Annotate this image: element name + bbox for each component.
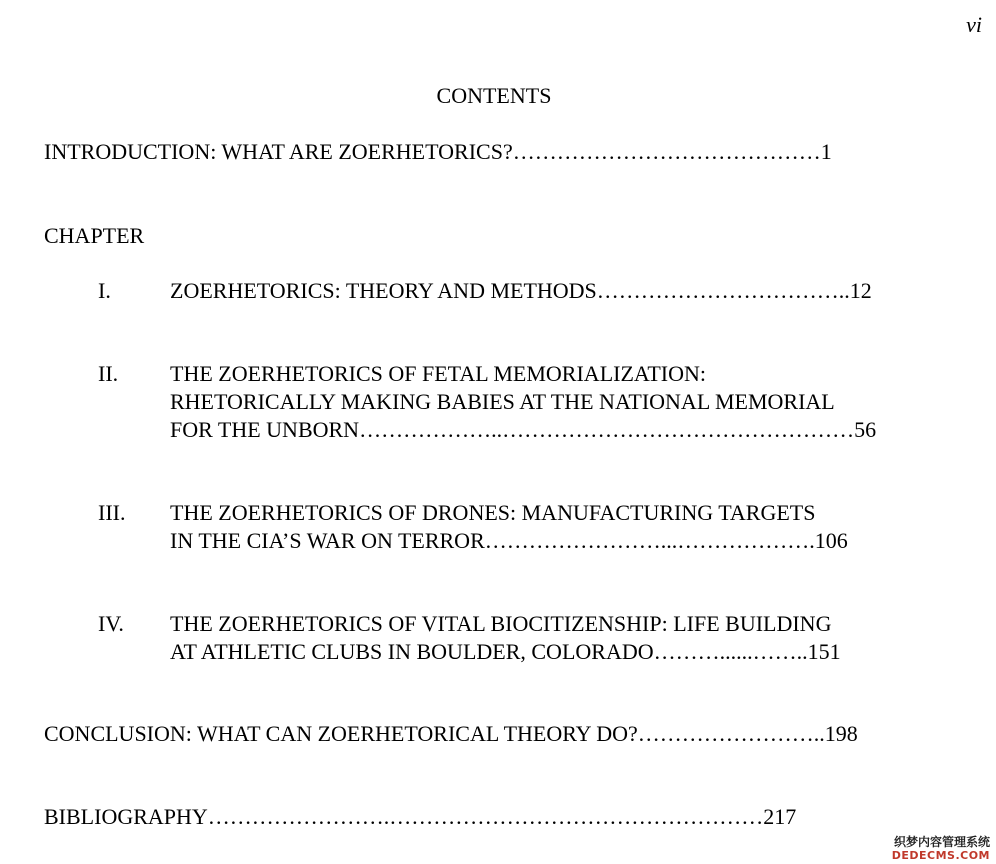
toc-entry-introduction: INTRODUCTION: WHAT ARE ZOERHETORICS?……………………………………1 xyxy=(44,139,832,164)
toc-entry-chapter-ii-line-2: RHETORICALLY MAKING BABIES AT THE NATIONAL MEMORIAL xyxy=(170,389,835,414)
watermark-line-1: 织梦内容管理系统 xyxy=(893,835,990,849)
toc-entry-conclusion: CONCLUSION: WHAT CAN ZOERHETORICAL THEORY DO?……………………..198 xyxy=(44,721,858,746)
toc-entry-bibliography: BIBLIOGRAPHY…………………….……………………………………………217 xyxy=(44,804,797,829)
toc-entry-chapter-iii-line-1: THE ZOERHETORICS OF DRONES: MANUFACTURING TARGETS xyxy=(170,500,816,525)
chapter-numeral-iii: III. xyxy=(98,500,126,525)
chapter-numeral-ii: II. xyxy=(98,361,119,386)
chapter-numeral-iv: IV. xyxy=(98,611,124,636)
chapter-label: CHAPTER xyxy=(44,223,145,248)
toc-entry-chapter-i: ZOERHETORICS: THEORY AND METHODS……………………………..12 xyxy=(170,278,872,303)
page-number: vi xyxy=(966,12,982,37)
toc-entry-chapter-ii-line-3: FOR THE UNBORN………………..…………………………………………56 xyxy=(170,417,877,442)
chapter-numeral-i: I. xyxy=(98,278,111,303)
contents-heading: CONTENTS xyxy=(436,83,552,108)
toc-entry-chapter-iv-line-2: AT ATHLETIC CLUBS IN BOULDER, COLORADO………......……..151 xyxy=(170,639,841,664)
toc-entry-chapter-iii-line-2: IN THE CIA’S WAR ON TERROR……………………...……………….106 xyxy=(170,528,848,553)
toc-entry-chapter-iv-line-1: THE ZOERHETORICS OF VITAL BIOCITIZENSHIP: LIFE BUILDING xyxy=(170,611,832,636)
watermark-line-2: DEDECMS.COM xyxy=(891,849,990,862)
toc-entry-chapter-ii-line-1: THE ZOERHETORICS OF FETAL MEMORIALIZATION: xyxy=(170,361,706,386)
watermark xyxy=(892,836,990,862)
